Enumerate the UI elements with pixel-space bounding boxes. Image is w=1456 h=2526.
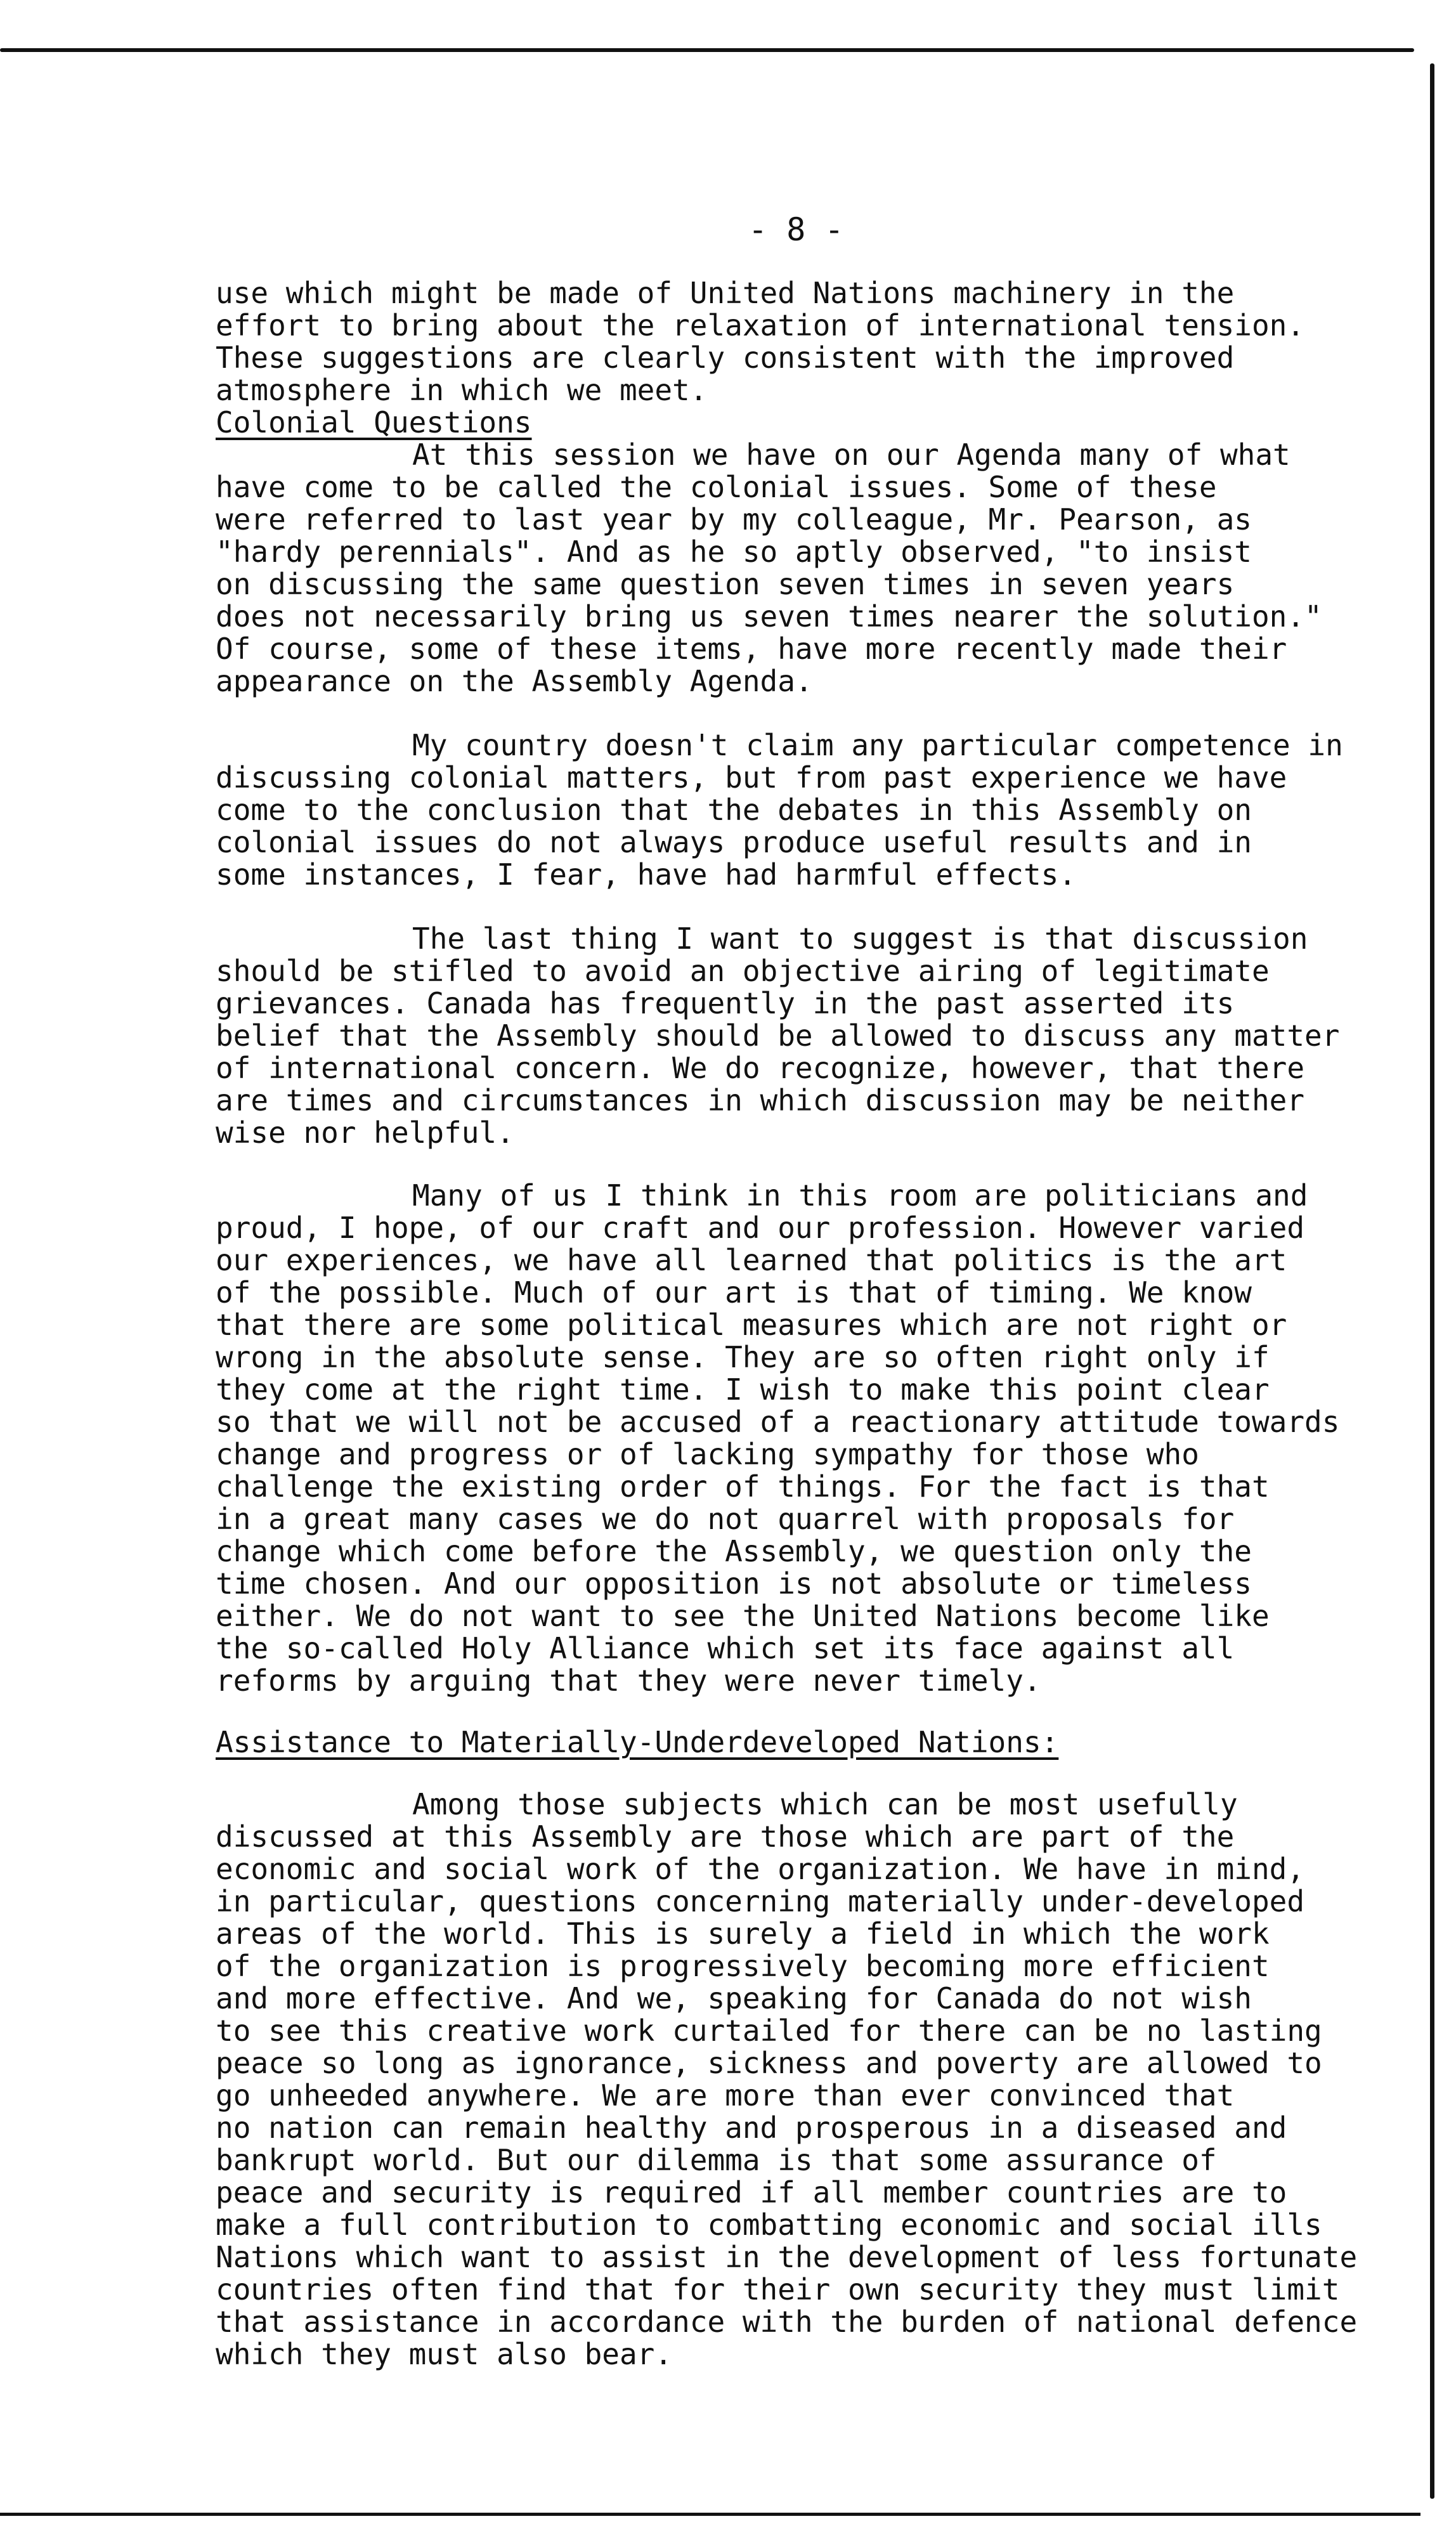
text-line: effort to bring about the relaxation of international tension. [216, 308, 1305, 342]
text-line: that there are some political measures which are not right or [216, 1308, 1287, 1342]
page-number: - 8 - [748, 211, 844, 248]
text-line: Among those subjects which can be most usefully [412, 1787, 1238, 1821]
text-line: in particular, questions concerning materially under-developed [216, 1884, 1305, 1918]
text-line: and more effective. And we, speaking for Canada do not wish [216, 1981, 1252, 2015]
text-line: the so-called Holy Alliance which set its face against all [216, 1631, 1235, 1665]
text-line: economic and social work of the organization. We have in mind, [216, 1852, 1305, 1886]
text-line: that assistance in accordance with the burden of national defence [216, 2305, 1358, 2339]
text-line: wrong in the absolute sense. They are so often right only if [216, 1340, 1270, 1374]
text-line: These suggestions are clearly consistent with the improved [216, 341, 1235, 375]
text-line: Nations which want to assist in the development of less fortunate [216, 2240, 1358, 2274]
text-line: no nation can remain healthy and prosperous in a diseased and [216, 2111, 1287, 2145]
text-line: atmosphere in which we meet. [216, 373, 708, 407]
paragraph-competence [216, 729, 1408, 891]
text-line: countries often find that for their own security they must limit [216, 2272, 1340, 2307]
text-line: to see this creative work curtailed for there can be no lasting [216, 2014, 1322, 2048]
text-line: My country doesn't claim any particular competence in [412, 728, 1343, 762]
text-line: areas of the world. This is surely a field in which the work [216, 1917, 1270, 1951]
text-line: go unheeded anywhere. We are more than ever convinced that [216, 2078, 1235, 2113]
section-heading: Colonial Questions [216, 405, 532, 439]
text-line: Of course, some of these items, have more recently made their [216, 632, 1287, 666]
paragraph-colonial-issues [216, 439, 1408, 698]
text-line: use which might be made of United Nations machinery in the [216, 276, 1235, 310]
text-line: peace and security is required if all member countries are to [216, 2175, 1287, 2210]
text-line: should be stifled to avoid an objective airing of legitimate [216, 954, 1270, 988]
text-line: of international concern. We do recognize, however, that there [216, 1051, 1305, 1085]
text-line: proud, I hope, of our craft and our profession. However varied [216, 1211, 1305, 1245]
paragraph-continuation [216, 277, 1408, 407]
text-line: "hardy perennials". And as he so aptly observed, "to insist [216, 535, 1252, 569]
text-line: of the possible. Much of our art is that of timing. We know [216, 1275, 1252, 1310]
text-line: were referred to last year by my colleague, Mr. Pearson, as [216, 502, 1252, 537]
text-line: in a great many cases we do not quarrel with proposals for [216, 1502, 1235, 1536]
top-border-line [0, 48, 1414, 52]
bottom-border-line [0, 2513, 1420, 2516]
text-line: are times and circumstances in which discussion may be neither [216, 1083, 1305, 1117]
paragraph-economic-social [216, 1788, 1408, 2371]
right-border-line [1430, 63, 1434, 2499]
text-line: grievances. Canada has frequently in the past asserted its [216, 986, 1235, 1020]
text-line: does not necessarily bring us seven times nearer the solution." [216, 599, 1322, 634]
text-line: change which come before the Assembly, we question only the [216, 1534, 1252, 1568]
text-line: some instances, I fear, have had harmful effects. [216, 857, 1077, 892]
text-line: they come at the right time. I wish to make this point clear [216, 1372, 1270, 1407]
text-line: come to the conclusion that the debates in this Assembly on [216, 793, 1252, 827]
text-line: discussing colonial matters, but from past experience we have [216, 760, 1287, 795]
text-line: reforms by arguing that they were never timely. [216, 1663, 1041, 1698]
text-line: make a full contribution to combatting economic and social ills [216, 2208, 1322, 2242]
text-line: bankrupt world. But our dilemma is that some assurance of [216, 2143, 1217, 2177]
section-heading-colonial-questions [216, 407, 1408, 439]
text-line: appearance on the Assembly Agenda. [216, 664, 813, 698]
text-line: have come to be called the colonial issues. Some of these [216, 470, 1217, 504]
text-line: wise nor helpful. [216, 1116, 514, 1150]
text-line: so that we will not be accused of a reactionary attitude towards [216, 1405, 1340, 1439]
text-line: At this session we have on our Agenda many of what [412, 438, 1290, 472]
paragraph-politicians [216, 1180, 1408, 1697]
text-line: discussed at this Assembly are those which are part of the [216, 1820, 1235, 1854]
text-line: belief that the Assembly should be allowed to discuss any matter [216, 1019, 1340, 1053]
text-line: our experiences, we have all learned that politics is the art [216, 1243, 1287, 1277]
text-line: challenge the existing order of things. For the fact is that [216, 1469, 1270, 1504]
section-heading-assistance [216, 1726, 1408, 1759]
text-line: change and progress or of lacking sympathy for those who [216, 1437, 1199, 1471]
text-line: on discussing the same question seven times in seven years [216, 567, 1235, 601]
text-line: Many of us I think in this room are politicians and [412, 1178, 1308, 1213]
text-line: peace so long as ignorance, sickness and poverty are allowed to [216, 2046, 1322, 2080]
text-line: colonial issues do not always produce useful results and in [216, 825, 1252, 859]
paragraph-discussion [216, 923, 1408, 1149]
text-line: The last thing I want to suggest is that discussion [412, 921, 1308, 956]
text-line: either. We do not want to see the United Nations become like [216, 1599, 1270, 1633]
text-line: time chosen. And our opposition is not absolute or timeless [216, 1566, 1252, 1601]
text-line: which they must also bear. [216, 2337, 673, 2371]
text-line: of the organization is progressively becoming more efficient [216, 1949, 1270, 1983]
section-heading: Assistance to Materially-Underdeveloped Nations: [216, 1725, 1059, 1759]
